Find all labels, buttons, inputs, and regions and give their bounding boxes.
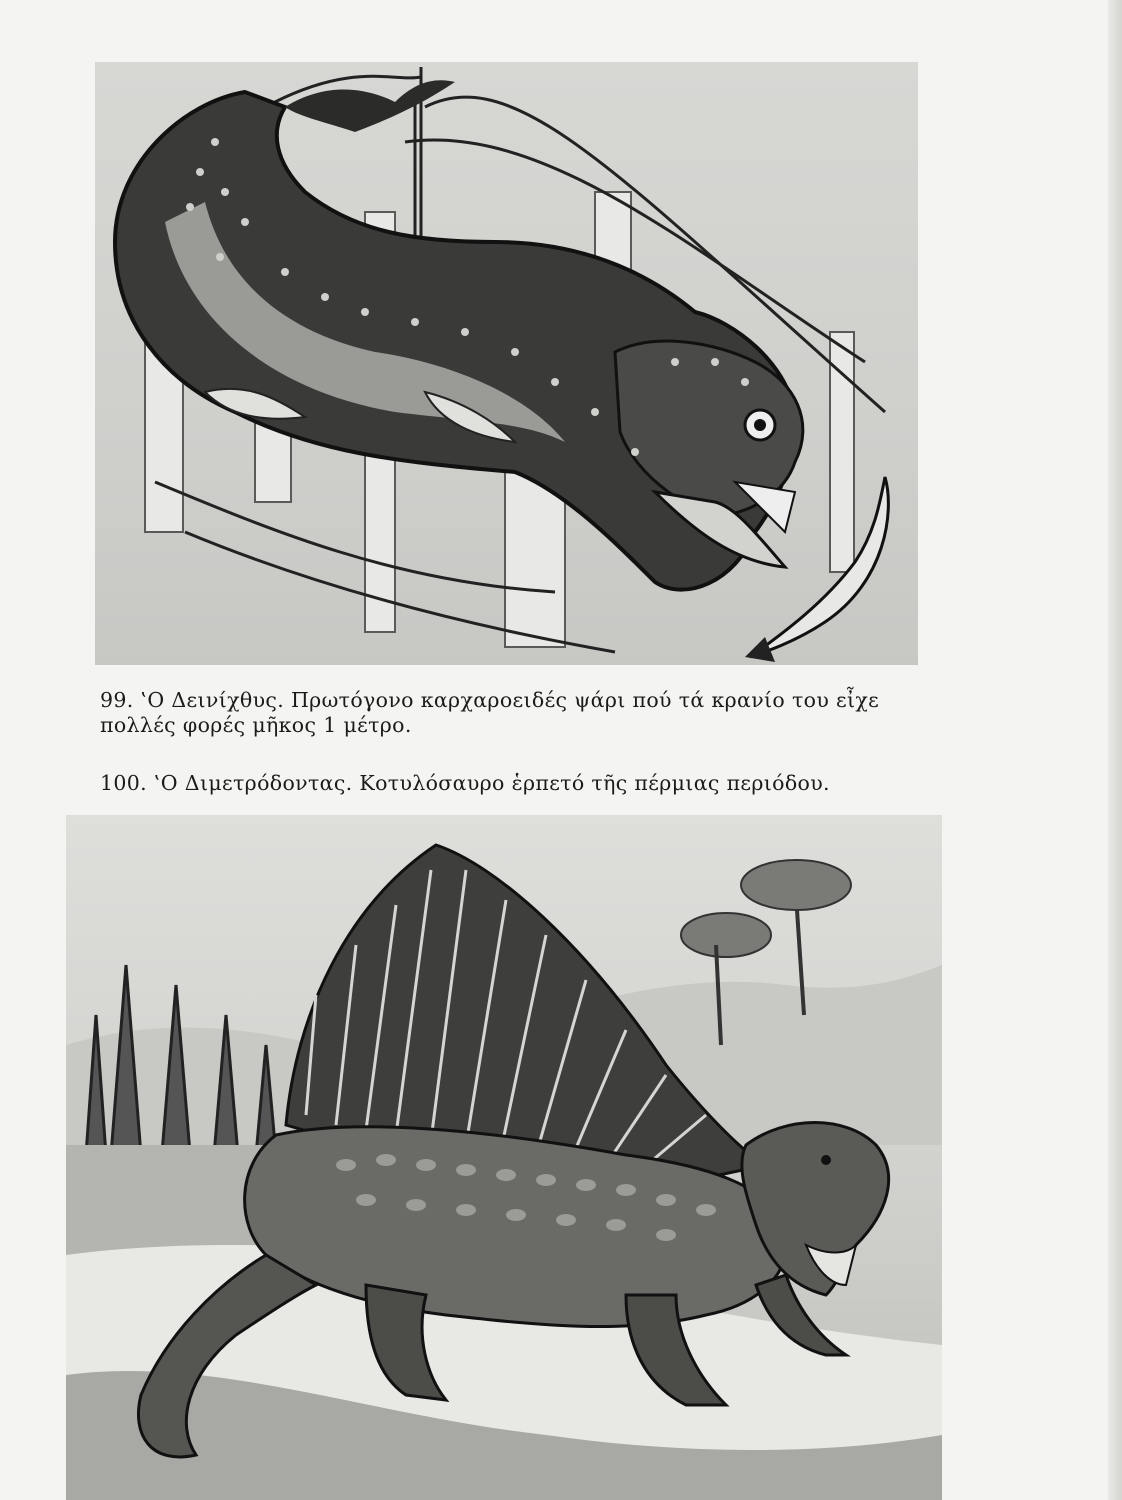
figure-99-dinichthys-illustration <box>95 62 918 665</box>
caption-100: 100. ‛Ο Διμετρόδοντας. Κοτυλόσαυρο ἑρπετό τῆς πέρμιας περιόδου. <box>100 771 830 795</box>
dinichthys-drawing <box>95 62 918 665</box>
caption-99-line-2: πολλές φορές μῆκος 1 μέτρο. <box>100 713 412 737</box>
dinichthys-pupil <box>754 419 766 431</box>
caption-99-line-1: 99. ‛Ο Δεινίχθυς. Πρωτόγονο καρχαροειδές ψάρι πού τά κρανίο του εἶχε <box>100 688 880 712</box>
dimetrodon-eye <box>821 1155 831 1165</box>
figure-100-dimetrodon-illustration <box>66 815 942 1500</box>
dimetrodon-drawing <box>66 815 942 1500</box>
page-edge <box>1108 0 1122 1500</box>
